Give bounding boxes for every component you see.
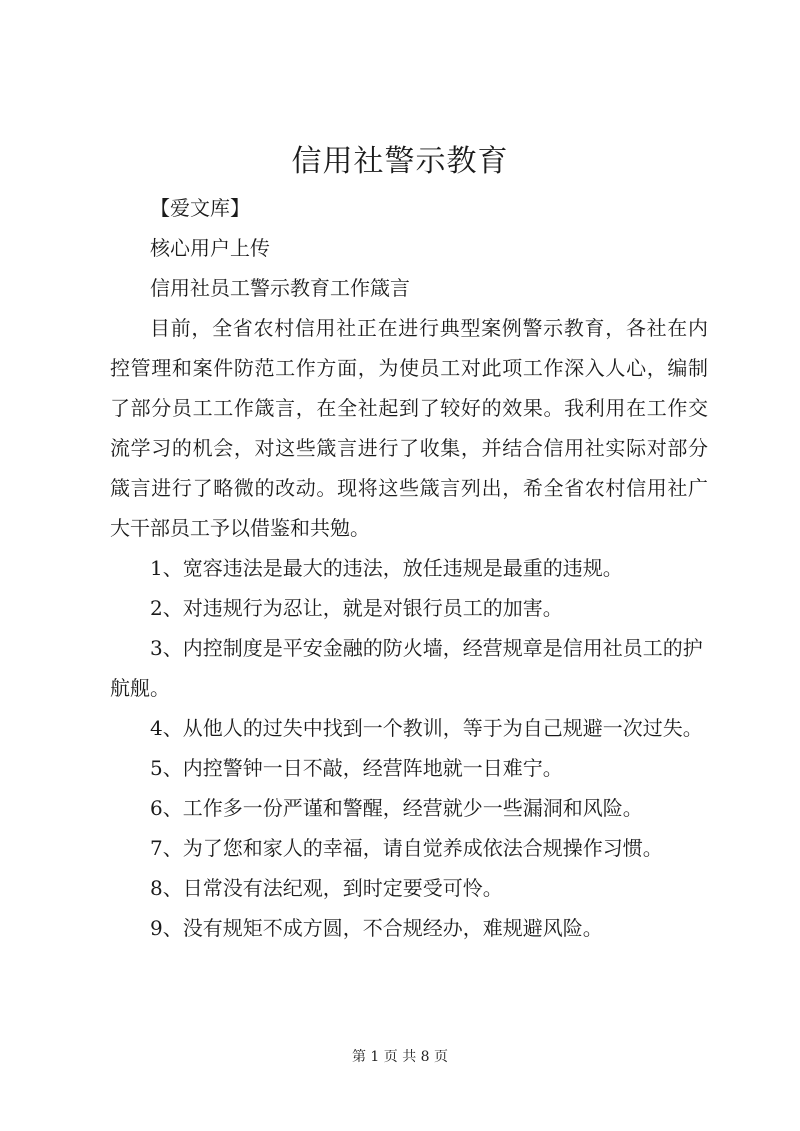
maxim-item: 1、宽容违法是最大的违法，放任违规是最重的违规。 (150, 556, 623, 580)
page-footer: 第 1 页 共 8 页 (351, 1049, 449, 1065)
maxim-item: 6、工作多一份严谨和警醒，经营就少一些漏洞和风险。 (150, 796, 643, 820)
document-title: 信用社警示教育 (291, 144, 509, 179)
maxim-item: 4、从他人的过失中找到一个教训，等于为自己规避一次过失。 (150, 716, 703, 740)
maxim-item: 2、对违规行为忍让，就是对银行员工的加害。 (150, 596, 563, 620)
uploader-note: 核心用户上传 (150, 236, 270, 260)
section-heading: 信用社员工警示教育工作箴言 (150, 276, 410, 300)
source-label: 【爱文库】 (150, 196, 250, 220)
intro-paragraph: 目前，全省农村信用社正在进行典型案例警示教育，各社在内控管理和案件防范工作方面，为使员工对此项工作深入人心，编制了部分员工工作箴言，在全社起到了较好的效果。我利用在工作交流学习的机会，对这些箴言进行了收集，并结合信用社实际对部分箴言进行了略微的改动。现将这些箴言列出，希全省农村信用社广大干部员工予以借鉴和共勉。 (110, 316, 708, 540)
document-body (110, 188, 708, 948)
maxim-item: 9、没有规矩不成方圆，不合规经办，难规避风险。 (150, 916, 603, 940)
maxim-item: 3、内控制度是平安金融的防火墙，经营规章是信用社员工的护航舰。 (110, 636, 703, 700)
maxim-item: 5、内控警钟一日不敲，经营阵地就一日难宁。 (150, 756, 563, 780)
maxim-item: 7、为了您和家人的幸福，请自觉养成依法合规操作习惯。 (150, 836, 663, 860)
maxim-item: 8、日常没有法纪观，到时定要受可怜。 (150, 876, 503, 900)
